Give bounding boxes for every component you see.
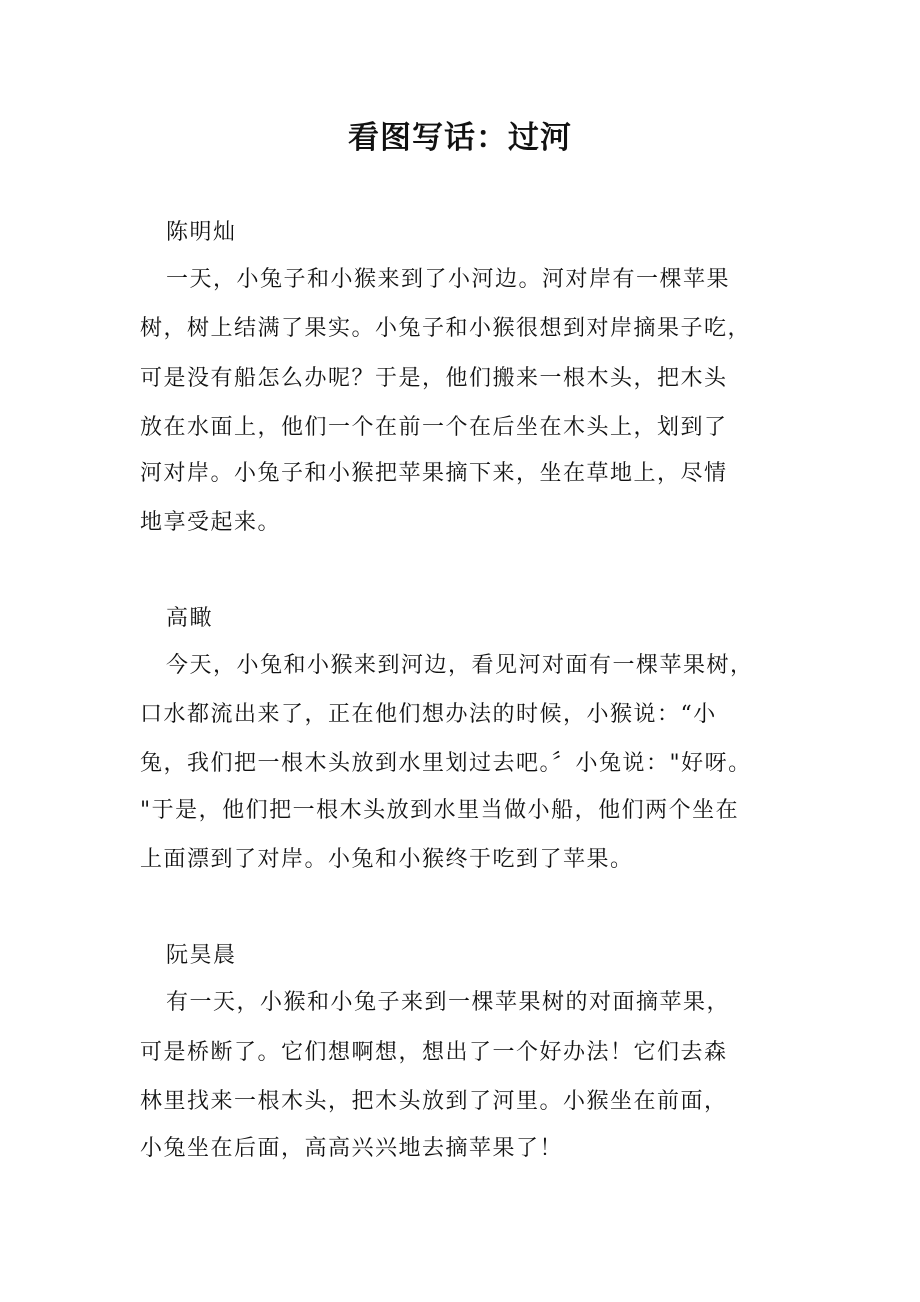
essay-1-line-5: 河对岸。小兔子和小猴把苹果摘下来，坐在草地上，尽情 (140, 461, 728, 486)
essay-2-line-3: 兔，我们把一根木头放到水里划过去吧。〞小兔说："好呀。 (140, 751, 752, 776)
essay-2-line-1: 今天，小兔和小猴来到河边，看见河对面有一棵苹果树， (166, 653, 754, 678)
essay-3-author: 阮昊晨 (166, 943, 237, 968)
essay-2-line-2: 口水都流出来了，正在他们想办法的时候，小猴说：“小 (140, 702, 717, 727)
essay-1-line-1: 一天，小兔子和小猴来到了小河边。河对岸有一棵苹果 (166, 267, 731, 292)
essay-3-line-1: 有一天，小猴和小兔子来到一棵苹果树的对面摘苹果， (166, 990, 731, 1015)
essay-1-line-4: 放在水面上，他们一个在前一个在后坐在木头上，划到了 (140, 415, 728, 440)
essay-1-line-2: 树，树上结满了果实。小兔子和小猴很想到对岸摘果子吃， (140, 316, 752, 341)
essay-3-line-4: 小兔坐在后面，高高兴兴地去摘苹果了！ (140, 1136, 564, 1161)
essay-2-line-5: 上面漂到了对岸。小兔和小猴终于吃到了苹果。 (140, 847, 634, 872)
essay-3-line-2: 可是桥断了。它们想啊想，想出了一个好办法！它们去森 (140, 1040, 728, 1065)
essay-3-line-3: 林里找来一根木头，把木头放到了河里。小猴坐在前面， (140, 1089, 728, 1114)
essay-2-author: 高瞰 (166, 606, 214, 631)
essay-1-author: 陈明灿 (166, 220, 237, 245)
essay-2-line-4: "于是，他们把一根木头放到水里当做小船，他们两个坐在 (140, 798, 740, 823)
essay-1-line-3: 可是没有船怎么办呢？于是，他们搬来一根木头，把木头 (140, 366, 728, 391)
document-title: 看图写话：过河 (348, 120, 572, 156)
essay-1-line-6: 地享受起来。 (140, 510, 282, 535)
